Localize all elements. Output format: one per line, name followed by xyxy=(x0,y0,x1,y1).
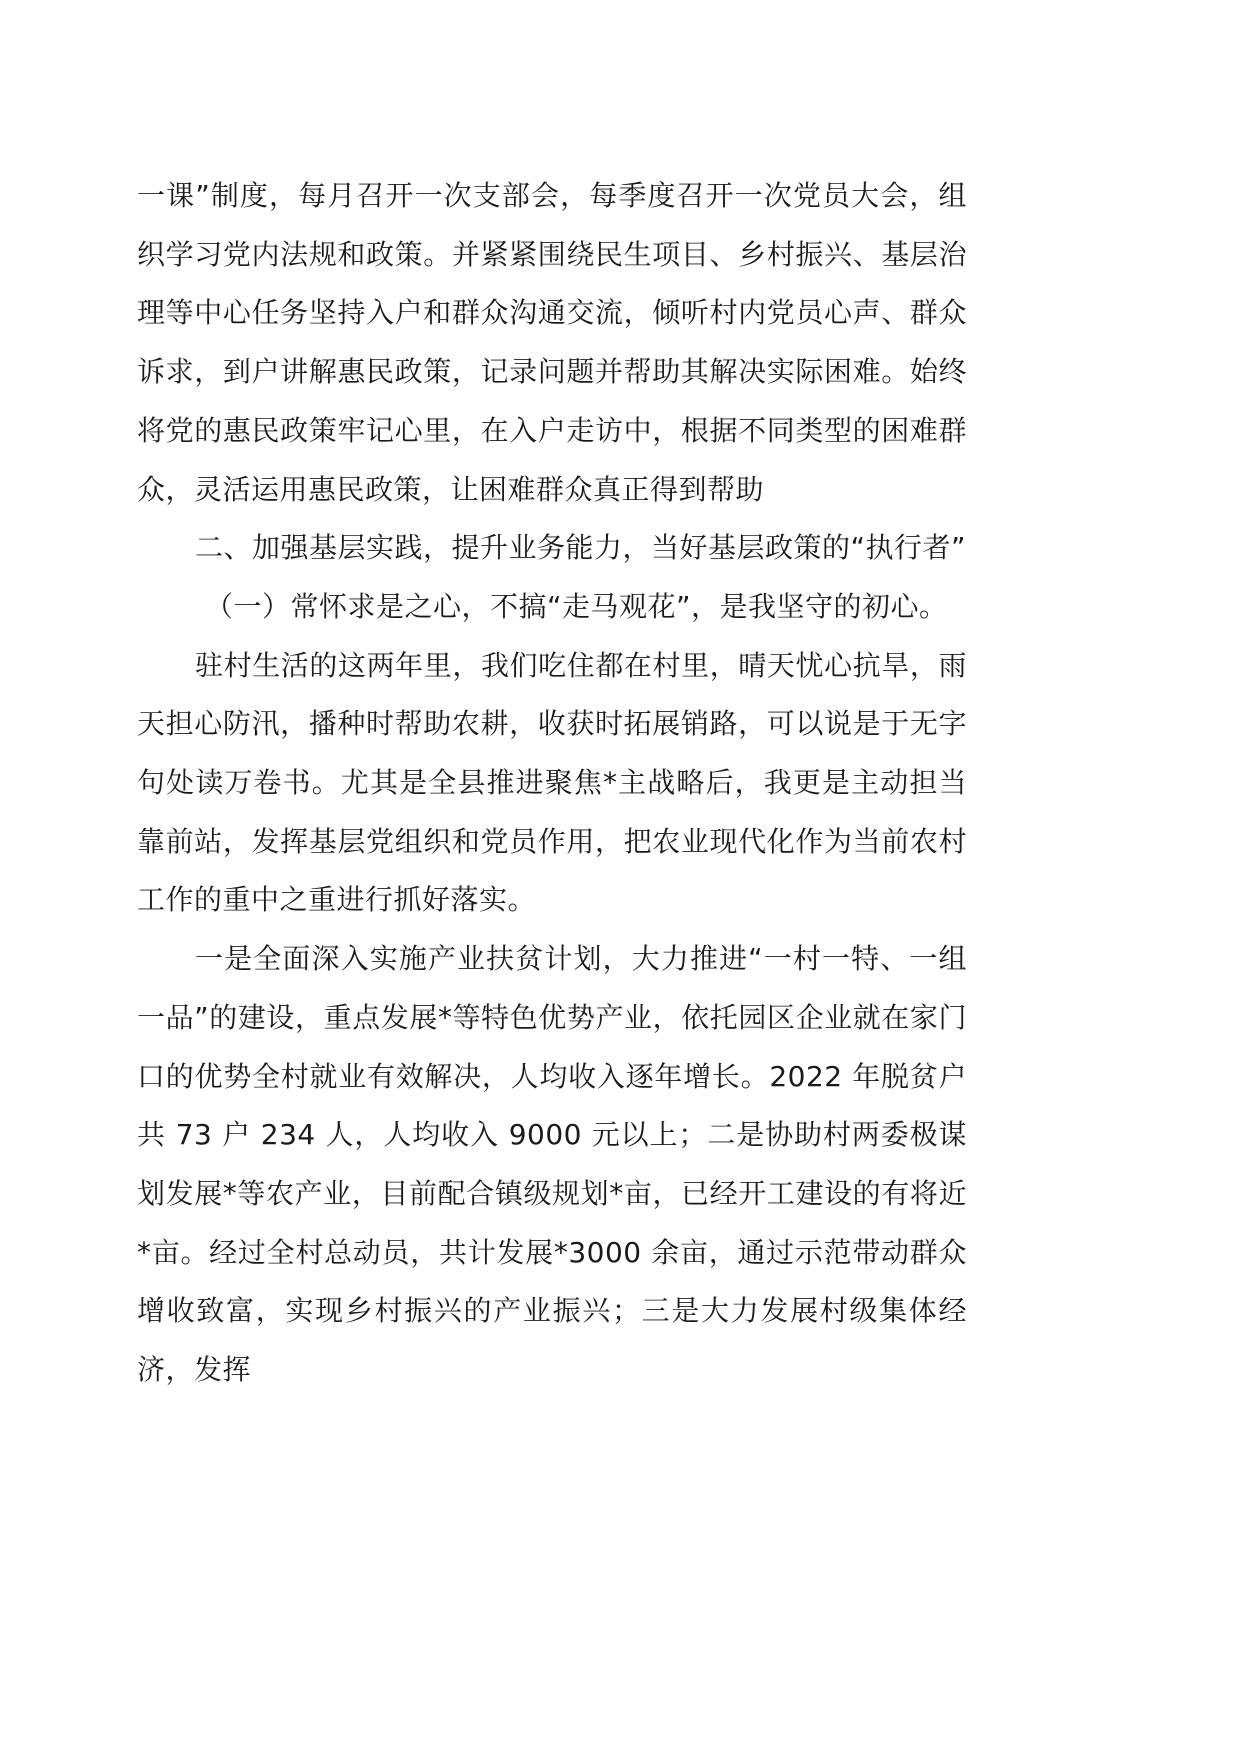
subsection-heading-one: （一）常怀求是之心，不搞“走马观花”，是我坚守的初心。 xyxy=(205,589,948,623)
paragraph-village-life: 驻村生活的这两年里，我们吃住都在村里，晴天忧心抗旱，雨天担心防汛，播种时帮助农耕，收获时拓展销路，可以说是于无字句处读万卷书。尤其是全县推进聚焦*主战略后，我更是主动担当靠前站，发挥基层党组织和党员作用，把农业现代化作为当前农村工作的重中之重进行抓好落实。 xyxy=(137,648,967,917)
paragraph-continued-study-system: 一课”制度，每月召开一次支部会，每季度召开一次党员大会，组织学习党内法规和政策。并紧紧围绕民生项目、乡村振兴、基层治理等中心任务坚持入户和群众沟通交流，倾听村内党员心声、群众诉求，到户讲解惠民政策，记录问题并帮助其解决实际困难。始终将党的惠民政策牢记心里，在入户走访中，根据不同类型的困难群众，灵活运用惠民政策，让困难群众真正得到帮助 xyxy=(137,179,967,506)
paragraph-industry-poverty-plan: 一是全面深入实施产业扶贫计划，大力推进“一村一特、一组一品”的建设，重点发展*等特色优势产业，依托园区企业就在家门口的优势全村就业有效解决，人均收入逐年增长。2022 年脱贫户共 73 户 234 人，人均收入 9000 元以上；二是协助村两委极谋划发展*等农产业，目前配合镇级规划*亩，已经开工建设的有将近*亩。经过全村总动员，共计发展*3000 余亩，通过示范带动群众增收致富，实现乡村振兴的产业振兴；三是大力发展村级集体经济，发挥 xyxy=(137,942,967,1387)
section-heading-two: 二、加强基层实践，提升业务能力，当好基层政策的“执行者” xyxy=(195,531,967,565)
document-body xyxy=(137,167,967,1400)
